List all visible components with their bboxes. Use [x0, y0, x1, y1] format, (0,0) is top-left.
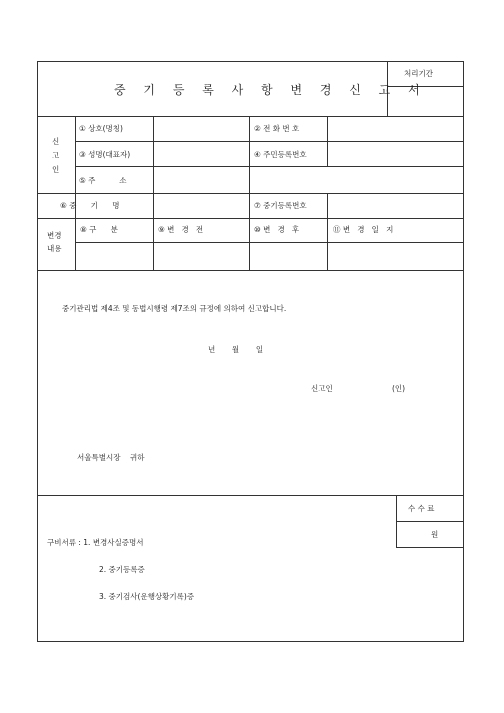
documents-line2: 2. 중기등록증	[99, 565, 145, 574]
border-right	[463, 61, 464, 642]
phone-label: ② 전 화 번 호	[254, 124, 300, 133]
change-header-before: ⑨ 변 경 전	[158, 225, 204, 234]
divider-row1	[75, 141, 464, 142]
change-label-line1: 변경	[47, 231, 62, 240]
border-bottom	[37, 641, 464, 642]
documents-line1: 구비서류 : 1. 변경사실증명서	[47, 538, 144, 547]
divider-title-bottom	[37, 116, 464, 117]
applicant-label-3: 인	[52, 165, 60, 174]
applicant-label-1: 신	[52, 137, 60, 146]
seal-mark: (인)	[392, 384, 406, 393]
border-top	[37, 61, 464, 62]
applicant-label-2: 고	[52, 151, 60, 160]
representative-label: ③ 성명(대표자)	[79, 150, 131, 159]
change-label-line2: 내용	[47, 244, 62, 253]
fee-unit: 원	[431, 530, 439, 539]
border-left	[37, 61, 38, 642]
equipment-type-label: ⑥ 중 기 명	[60, 201, 120, 210]
fee-label: 수 수 료	[408, 504, 435, 513]
divider-row3	[37, 193, 464, 194]
divider-row4	[37, 218, 464, 219]
change-header-after: ⑩ 변 경 후	[254, 225, 300, 234]
divider-row3-col	[327, 193, 328, 271]
divider-row2	[75, 166, 464, 167]
statement-text: 중기관리법 제4조 및 동법시행령 제7조의 규정에 의하여 신고합니다.	[62, 304, 287, 313]
form-title: 중 기 등 록 사 항 변 경 신 고 서	[114, 83, 427, 97]
divider-change-bottom	[37, 270, 464, 271]
date-line: 년 월 일	[208, 345, 264, 354]
divider-change-label	[75, 218, 76, 271]
change-header-date: ⑪ 변 경 일 지	[333, 225, 394, 234]
divider-fee-mid	[396, 521, 464, 522]
equipment-reg-number-label: ⑦ 중기등록번호	[254, 201, 307, 210]
change-header-category: ⑧ 구 분	[80, 225, 118, 234]
addressee-text: 서울특별시장 귀하	[77, 453, 145, 462]
divider-row5	[75, 242, 464, 243]
divider-footer	[37, 495, 464, 496]
divider-fee-bottom	[396, 547, 464, 548]
processing-period-label: 처리기간	[404, 69, 433, 78]
resident-number-label: ④ 주민등록번호	[254, 150, 307, 159]
declarant-label: 신고인	[311, 384, 333, 393]
documents-line3: 3. 중기검사(운행상황기록)증	[99, 592, 195, 601]
address-label: ⑤ 주 소	[79, 176, 127, 185]
trade-name-label: ① 상호(명칭)	[79, 124, 123, 133]
